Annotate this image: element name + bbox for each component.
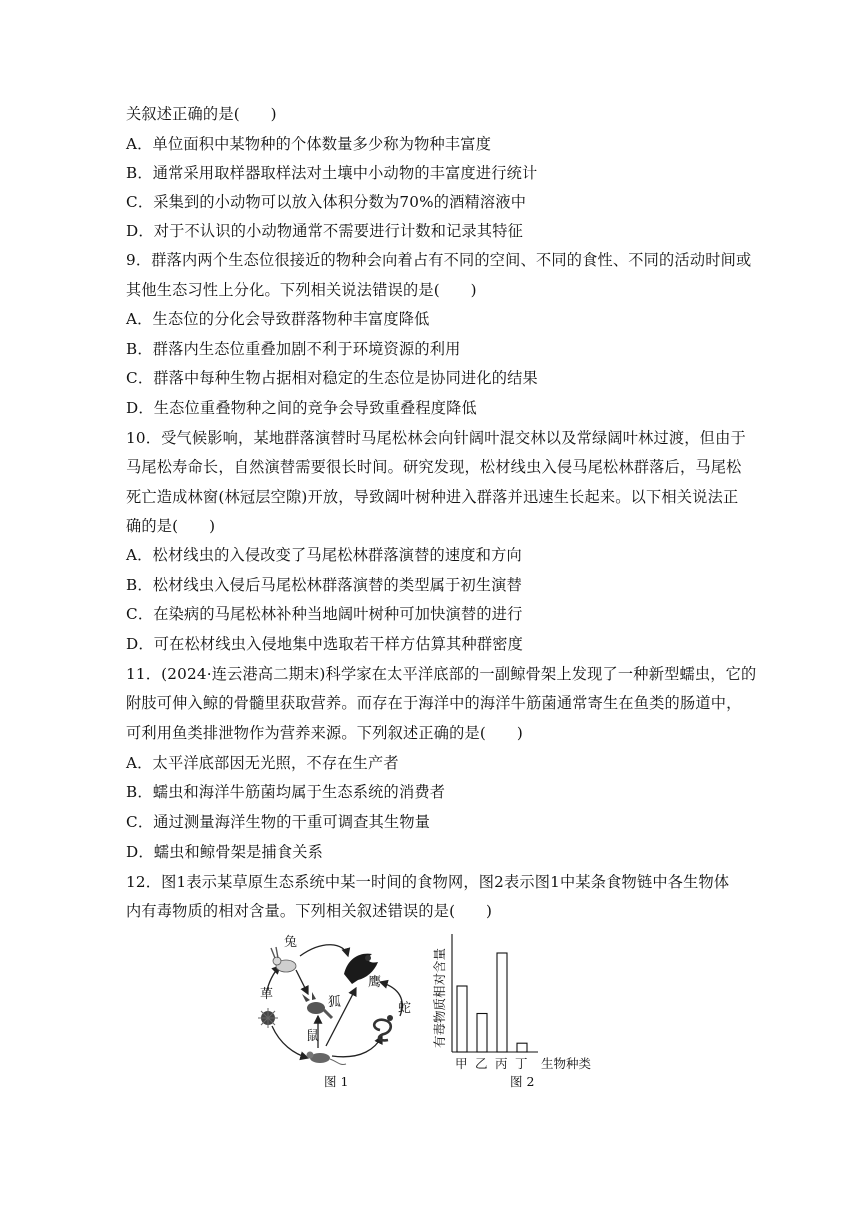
grass-icon [258, 1008, 278, 1028]
text-line: B．蠕虫和海洋牛筋菌均属于生态系统的消费者 [126, 783, 446, 801]
tick-label-x: 乙 [475, 1056, 488, 1071]
arrow-rabbit-eagle [300, 945, 348, 956]
tick-label-x: 丁 [515, 1056, 528, 1071]
text-line: A．单位面积中某物种的个体数量多少称为物种丰富度 [126, 135, 492, 153]
figure-2-bar-chart [430, 928, 620, 1092]
node-label-mouse: 鼠 [306, 1029, 320, 1044]
snake-icon [374, 1015, 393, 1040]
text-line: B．通常采用取样器取样法对土壤中小动物的丰富度进行统计 [126, 164, 538, 182]
text-line: 死亡造成林窗(林冠层空隙)开放，导致阔叶树种进入群落并迅速生长起来。以下相关说法正 [126, 488, 739, 506]
tick-label-x: 丙 [495, 1056, 508, 1071]
text-line: 附肢可伸入鲸的骨髓里获取营养。而存在于海洋中的海洋牛筋菌通常寄生在鱼类的肠道中， [126, 694, 742, 712]
text-line: B．松材线虫入侵后马尾松林群落演替的类型属于初生演替 [126, 576, 523, 594]
text-line: 9．群落内两个生态位很接近的物种会向着占有不同的空间、不同的食性、不同的活动时间或 [126, 251, 752, 269]
text-line: 确的是( ) [126, 517, 216, 535]
text-line: 12．图1表示某草原生态系统中某一时间的食物网，图2表示图1中某条食物链中各生物体 [126, 873, 730, 891]
rabbit-icon [271, 947, 296, 972]
arrow-grass-mouse [272, 1026, 308, 1058]
text-line: A．生态位的分化会导致群落物种丰富度降低 [126, 310, 430, 328]
arrow-rabbit-fox [296, 970, 308, 994]
text-line: D．蠕虫和鲸骨架是捕食关系 [126, 843, 324, 861]
text-line: A．松材线虫的入侵改变了马尾松林群落演替的速度和方向 [126, 546, 522, 564]
text-line: C．群落中每种生物占据相对稳定的生态位是协同进化的结果 [126, 369, 538, 387]
node-label-rabbit: 兔 [284, 935, 298, 950]
text-line: C．在染病的马尾松林补种当地阔叶树种可加快演替的进行 [126, 605, 523, 623]
text-line: D．生态位重叠物种之间的竞争会导致重叠程度降低 [126, 399, 477, 417]
arrow-mouse-snake [332, 1036, 382, 1057]
node-label-grass: 草 [260, 987, 274, 1002]
text-line: 关叙述正确的是( ) [126, 105, 277, 123]
node-label-fox: 狐 [328, 995, 342, 1010]
bar-0 [457, 986, 467, 1052]
chart-x-axis-label: 生物种类 [541, 1056, 592, 1071]
text-line: 11．(2024·连云港高二期末)科学家在太平洋底部的一副鲸骨架上发现了一种新型蠕虫，它的 [126, 665, 757, 683]
text-line: 可利用鱼类排泄物作为营养来源。下列叙述正确的是( ) [126, 724, 523, 742]
chart-y-axis-label [432, 948, 447, 1048]
figure-2-caption: 图 2 [510, 1074, 535, 1089]
mouse-icon [307, 1052, 347, 1065]
text-line: 内有毒物质的相对含量。下列相关叙述错误的是( ) [126, 902, 493, 920]
text-line: C．采集到的小动物可以放入体积分数为70%的酒精溶液中 [126, 193, 527, 211]
text-line: 马尾松寿命长，自然演替需要很长时间。研究发现，松材线虫入侵马尾松林群落后，马尾松 [126, 458, 742, 476]
text-line: A．太平洋底部因无光照，不存在生产者 [126, 754, 399, 772]
chart-y-label-text: 有毒物质相对含量 [432, 947, 447, 1048]
text-line: D．对于不认识的小动物通常不需要进行计数和记录其特征 [126, 222, 524, 240]
text-line: D．可在松材线虫入侵地集中选取若干样方估算其种群密度 [126, 635, 524, 653]
bar-3 [517, 1043, 527, 1052]
text-line: B．群落内生态位重叠加剧不利于环境资源的利用 [126, 340, 461, 358]
text-line: 10．受气候影响，某地群落演替时马尾松林会向针阔叶混交林以及常绿阔叶林过渡，但由于 [126, 429, 746, 447]
figure-1-caption: 图 1 [324, 1074, 349, 1089]
bar-1 [477, 1014, 487, 1053]
node-label-snake: 蛇 [398, 1001, 412, 1016]
bar-2 [497, 953, 507, 1052]
text-line: C．通过测量海洋生物的干重可调查其生物量 [126, 813, 431, 831]
text-line: 其他生态习性上分化。下列相关说法错误的是( ) [126, 281, 477, 299]
figure-1-food-web [252, 932, 432, 1092]
node-label-eagle: 鹰 [368, 975, 382, 990]
tick-label-x: 甲 [455, 1056, 468, 1071]
